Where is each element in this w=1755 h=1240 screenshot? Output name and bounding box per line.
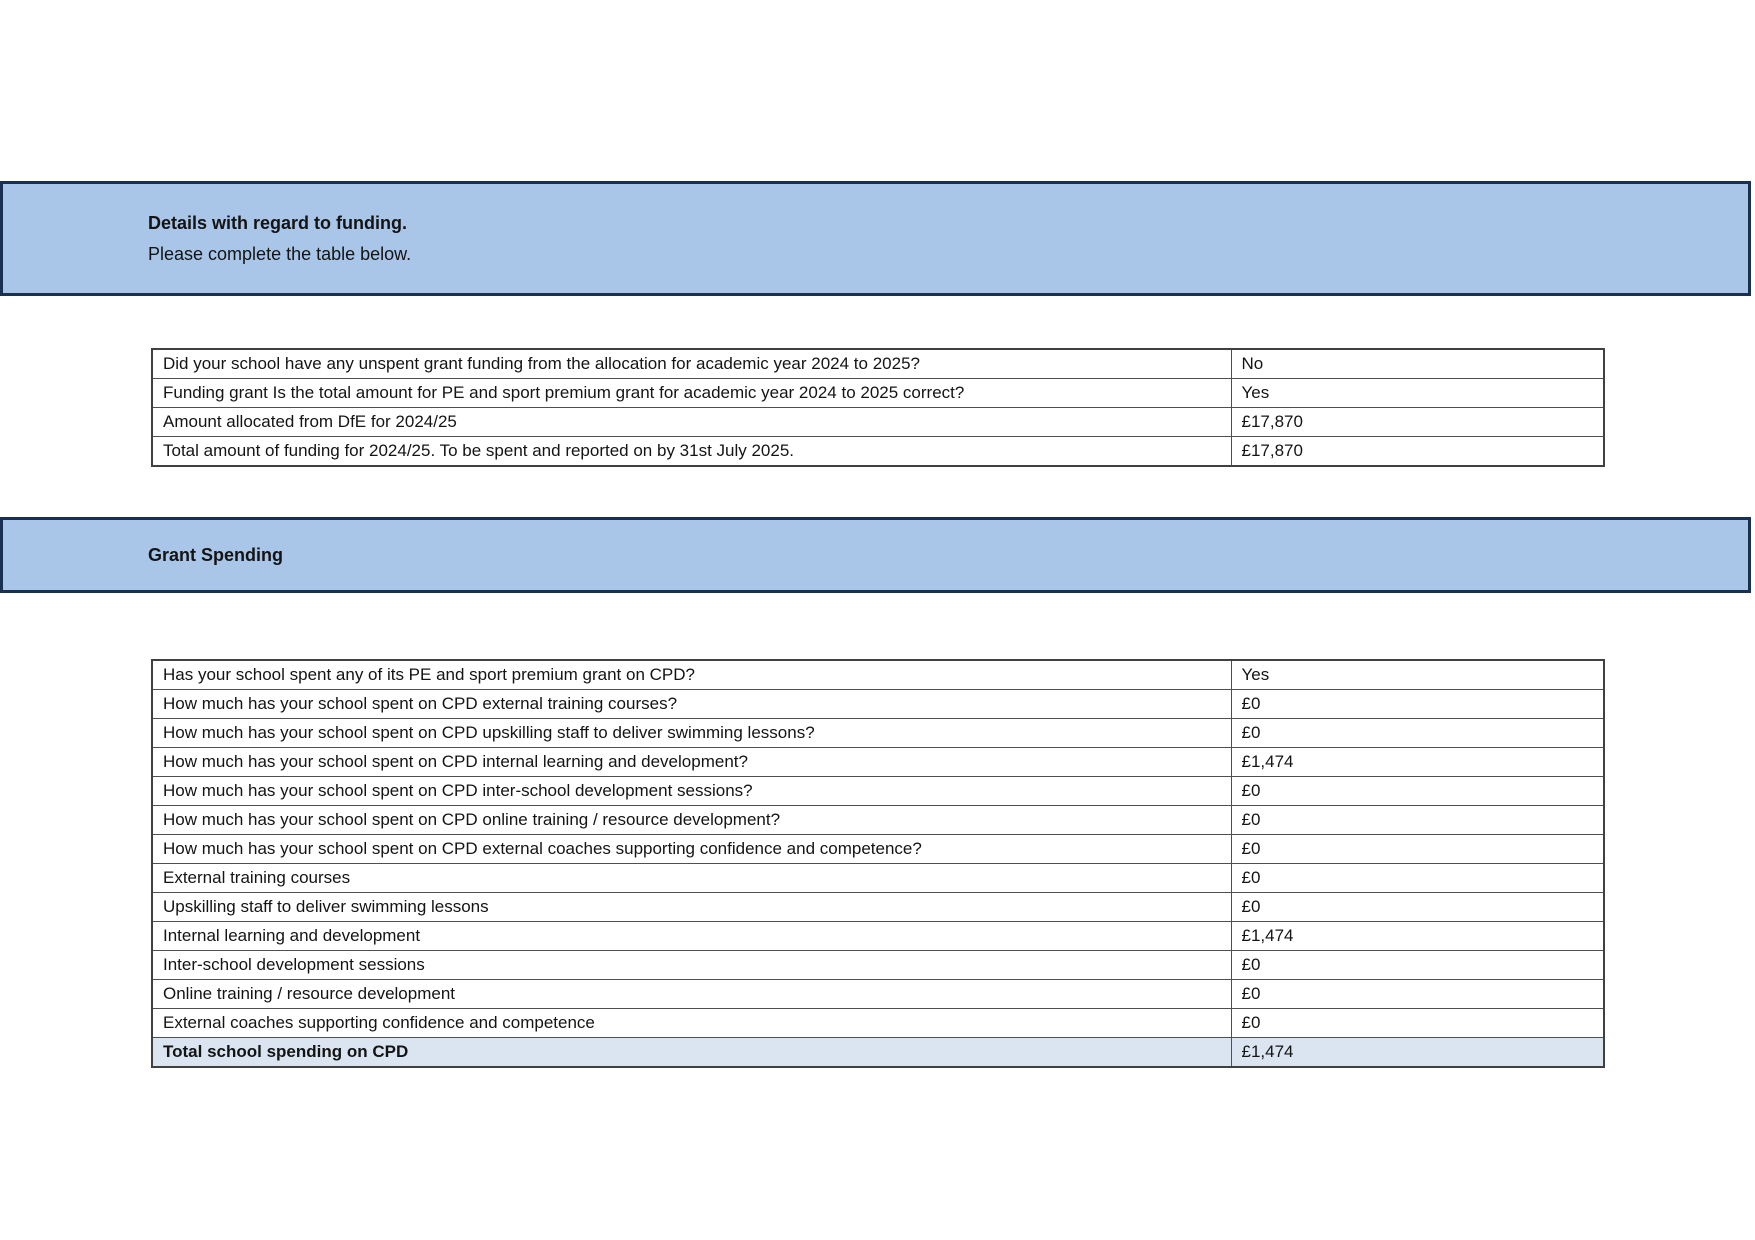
answer-cell[interactable]: £0 bbox=[1231, 864, 1604, 893]
table-row bbox=[152, 806, 1604, 835]
table-row bbox=[152, 719, 1604, 748]
answer-cell[interactable]: £0 bbox=[1231, 777, 1604, 806]
answer-cell[interactable]: £0 bbox=[1231, 893, 1604, 922]
grant-spending-banner-title: Grant Spending bbox=[148, 544, 283, 565]
table-row bbox=[152, 835, 1604, 864]
table-row bbox=[152, 660, 1604, 690]
table-row bbox=[152, 379, 1604, 408]
question-cell: External coaches supporting confidence and competence bbox=[152, 1009, 1231, 1038]
question-cell: How much has your school spent on CPD internal learning and development? bbox=[152, 748, 1231, 777]
answer-cell[interactable]: £1,474 bbox=[1231, 748, 1604, 777]
question-cell: Did your school have any unspent grant funding from the allocation for academic year 2024 to 2025? bbox=[152, 349, 1231, 379]
question-cell: Amount allocated from DfE for 2024/25 bbox=[152, 408, 1231, 437]
table-row bbox=[152, 893, 1604, 922]
answer-cell[interactable]: £0 bbox=[1231, 835, 1604, 864]
answer-cell[interactable]: £0 bbox=[1231, 1009, 1604, 1038]
table-row bbox=[152, 864, 1604, 893]
answer-cell[interactable]: £17,870 bbox=[1231, 437, 1604, 467]
table-row bbox=[152, 690, 1604, 719]
funding-section-banner bbox=[0, 181, 1751, 296]
answer-cell[interactable]: No bbox=[1231, 349, 1604, 379]
answer-cell[interactable]: £1,474 bbox=[1231, 922, 1604, 951]
question-cell: Upskilling staff to deliver swimming lessons bbox=[152, 893, 1231, 922]
answer-cell[interactable]: £0 bbox=[1231, 980, 1604, 1009]
funding-banner-subtitle: Please complete the table below. bbox=[148, 243, 412, 264]
answer-cell[interactable]: Yes bbox=[1231, 379, 1604, 408]
table-row bbox=[152, 951, 1604, 980]
answer-cell[interactable]: £0 bbox=[1231, 690, 1604, 719]
table-row bbox=[152, 922, 1604, 951]
question-cell: Online training / resource development bbox=[152, 980, 1231, 1009]
question-cell: How much has your school spent on CPD online training / resource development? bbox=[152, 806, 1231, 835]
table-row bbox=[152, 777, 1604, 806]
funding-table bbox=[151, 348, 1605, 467]
total-label-cell: Total school spending on CPD bbox=[152, 1038, 1231, 1068]
table-row bbox=[152, 437, 1604, 467]
answer-cell[interactable]: £0 bbox=[1231, 719, 1604, 748]
spending-table bbox=[151, 659, 1605, 1068]
question-cell: Funding grant Is the total amount for PE and sport premium grant for academic year 2024 to 2025 correct? bbox=[152, 379, 1231, 408]
question-cell: Total amount of funding for 2024/25. To be spent and reported on by 31st July 2025. bbox=[152, 437, 1231, 467]
table-row bbox=[152, 748, 1604, 777]
funding-banner-title: Details with regard to funding. bbox=[148, 212, 408, 233]
total-row bbox=[152, 1038, 1604, 1068]
question-cell: External training courses bbox=[152, 864, 1231, 893]
question-cell: How much has your school spent on CPD inter-school development sessions? bbox=[152, 777, 1231, 806]
question-cell: How much has your school spent on CPD upskilling staff to deliver swimming lessons? bbox=[152, 719, 1231, 748]
answer-cell[interactable]: £17,870 bbox=[1231, 408, 1604, 437]
answer-cell[interactable]: Yes bbox=[1231, 660, 1604, 690]
table-row bbox=[152, 1009, 1604, 1038]
question-cell: Internal learning and development bbox=[152, 922, 1231, 951]
question-cell: Inter-school development sessions bbox=[152, 951, 1231, 980]
table-row bbox=[152, 980, 1604, 1009]
question-cell: How much has your school spent on CPD external training courses? bbox=[152, 690, 1231, 719]
grant-spending-banner bbox=[0, 517, 1751, 593]
question-cell: How much has your school spent on CPD external coaches supporting confidence and competence? bbox=[152, 835, 1231, 864]
total-value-cell[interactable]: £1,474 bbox=[1231, 1038, 1604, 1068]
table-row bbox=[152, 408, 1604, 437]
answer-cell[interactable]: £0 bbox=[1231, 806, 1604, 835]
answer-cell[interactable]: £0 bbox=[1231, 951, 1604, 980]
question-cell: Has your school spent any of its PE and sport premium grant on CPD? bbox=[152, 660, 1231, 690]
table-row bbox=[152, 349, 1604, 379]
